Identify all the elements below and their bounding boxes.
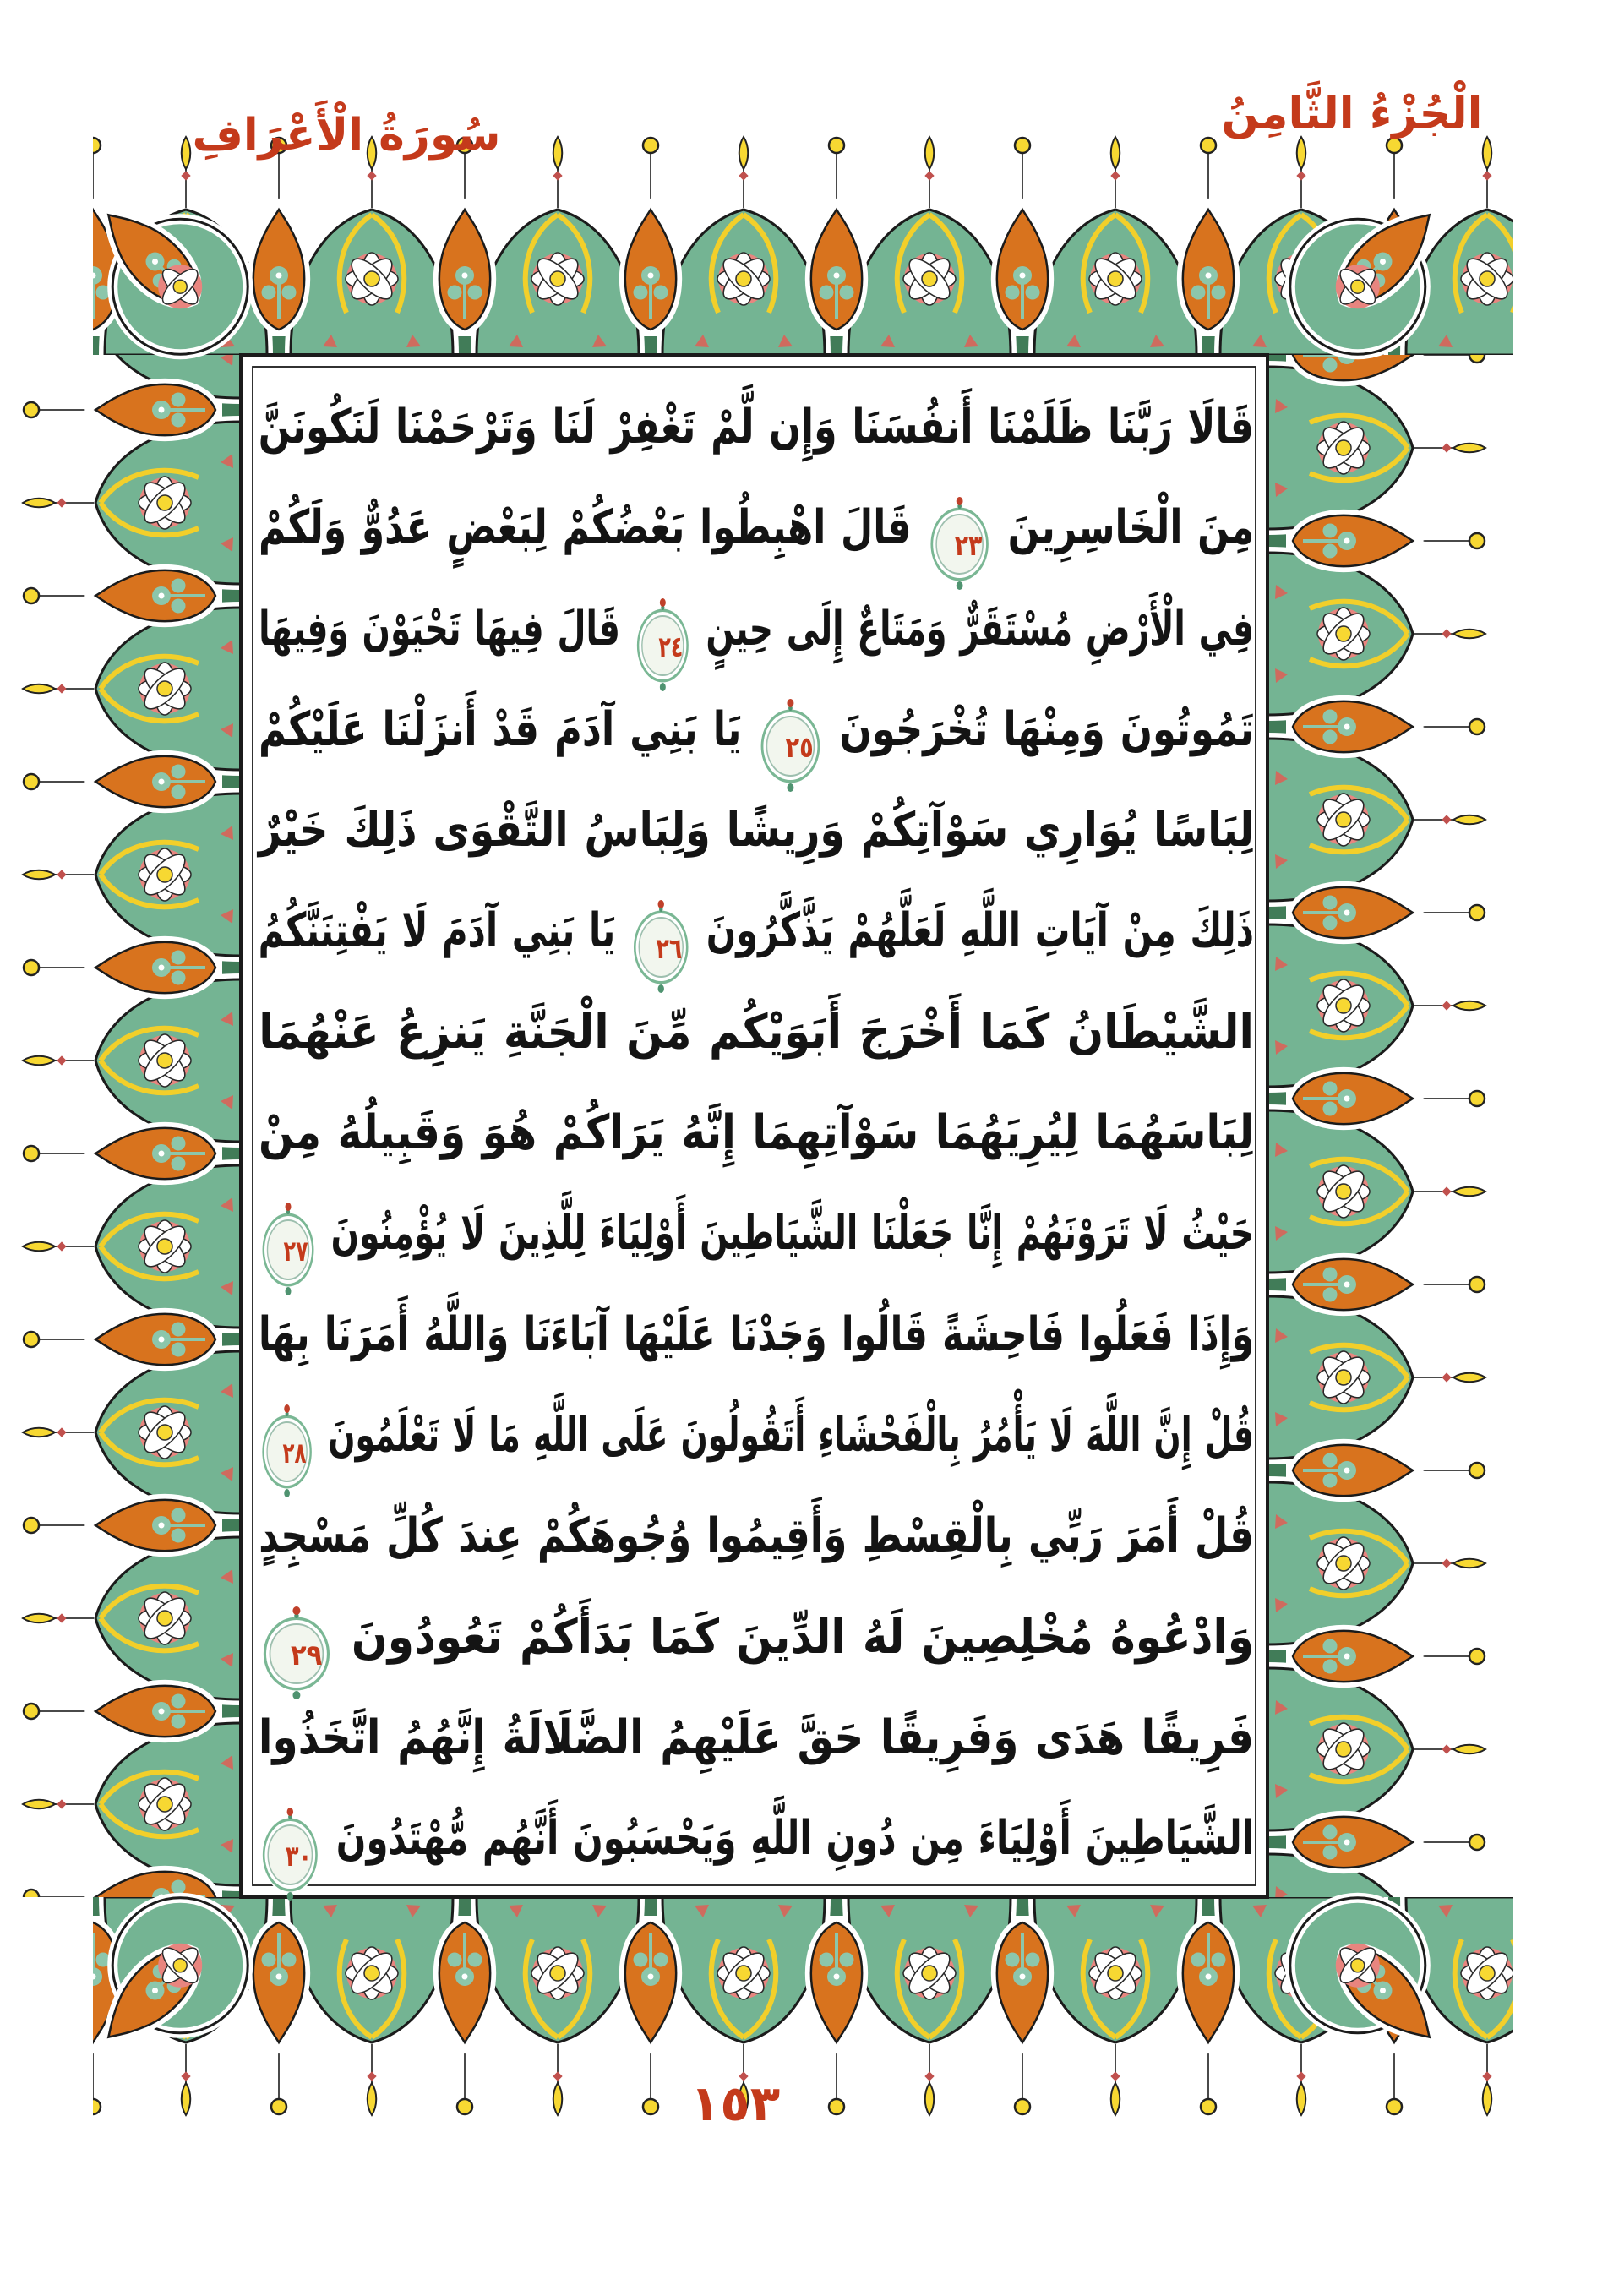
quran-line bbox=[259, 982, 1254, 1083]
ayah-end-marker: ٢٩ bbox=[269, 1623, 324, 1684]
juz-title: الْجُزْءُ الثَّامِنُ bbox=[1221, 89, 1483, 139]
ayah-text: قَالَ اهْبِطُوا بَعْضُكُمْ لِبَعْضٍ عَدُوٌّ وَلَكُمْ bbox=[259, 500, 912, 556]
ayah-text: فَرِيقًا هَدَى وَفَرِيقًا حَقَّ عَلَيْهِمُ الضَّلَالَةُ إِنَّهُمُ اتَّخَذُوا bbox=[258, 1710, 1255, 1765]
ayah-text: فِي الْأَرْضِ مُسْتَقَرٌّ وَمَتَاعٌ إِلَى حِينٍ bbox=[706, 601, 1254, 657]
ayah-end-marker: ٢٤ bbox=[641, 615, 684, 676]
ayah-text: الشَّيْطَانُ كَمَا أَخْرَجَ أَبَوَيْكُم مِّنَ الْجَنَّةِ يَنزِعُ عَنْهُمَا bbox=[259, 1004, 1254, 1060]
ayah-end-marker: ٣٠ bbox=[268, 1824, 313, 1885]
ayah-end-marker: ٢٦ bbox=[638, 917, 683, 978]
ayah-text: قُلْ إِنَّ اللَّهَ لَا يَأْمُرُ بِالْفَحْشَاءِ أَتَقُولُونَ عَلَى اللَّهِ مَا لَا تَعْلَمُونَ bbox=[328, 1407, 1255, 1463]
quran-line bbox=[258, 377, 1254, 477]
quran-lines bbox=[259, 377, 1254, 1890]
ayah-text: وَإِذَا فَعَلُوا فَاحِشَةً قَالُوا وَجَدْنَا عَلَيْهَا آبَاءَنَا وَاللَّهُ أَمَرَنَا بِهَا bbox=[259, 1306, 1255, 1362]
quran-line bbox=[259, 1284, 1255, 1385]
ayah-text: قَالَا رَبَّنَا ظَلَمْنَا أَنفُسَنَا وَإِن لَّمْ تَغْفِرْ لَنَا وَتَرْحَمْنَا لَنَكُونَنَّ bbox=[258, 400, 1254, 455]
ayah-end-marker: ٢٣ bbox=[935, 514, 984, 575]
ayah-text: وَادْعُوهُ مُخْلِصِينَ لَهُ الدِّينَ كَمَا بَدَأَكُمْ تَعُودُونَ bbox=[351, 1609, 1254, 1665]
ayah-text: ذَلِكَ مِنْ آيَاتِ اللَّهِ لَعَلَّهُمْ يَذَّكَّرُونَ bbox=[706, 903, 1254, 959]
quran-line bbox=[258, 1688, 1255, 1788]
ayah-text: يَا بَنِي آدَمَ لَا يَفْتِنَنَّكُمُ bbox=[258, 903, 616, 959]
ayah-end-marker: ٢٧ bbox=[267, 1219, 309, 1280]
surah-title: سُورَةُ الْأَعْرَافِ bbox=[192, 110, 501, 161]
ayah-text: لِبَاسًا يُوَارِي سَوْآتِكُمْ وَرِيشًا وَلِبَاسُ التَّقْوَى ذَلِكَ خَيْرٌ bbox=[258, 803, 1255, 859]
ayah-end-marker: ٢٨ bbox=[266, 1421, 307, 1482]
quran-line bbox=[258, 881, 1254, 981]
quran-line bbox=[286, 1788, 1255, 1889]
quran-line bbox=[290, 1587, 1254, 1688]
ayah-text: لِبَاسَهُمَا لِيُرِيَهُمَا سَوْآتِهِمَا إِنَّهُ يَرَاكُمْ هُوَ وَقَبِيلُهُ مِنْ bbox=[259, 1105, 1254, 1161]
quran-line bbox=[259, 477, 1254, 578]
page-number: ١٥٣ bbox=[689, 2075, 781, 2132]
quran-line bbox=[258, 780, 1255, 881]
ayah-text: مِنَ الْخَاسِرِينَ bbox=[1007, 500, 1254, 556]
ayah-text: قَالَ فِيهَا تَحْيَوْنَ وَفِيهَا bbox=[259, 601, 620, 657]
quran-line bbox=[282, 1385, 1255, 1486]
quran-line bbox=[259, 1486, 1254, 1586]
ayah-text: الشَّيَاطِينَ أَوْلِيَاءَ مِن دُونِ اللَّهِ وَيَحْسَبُونَ أَنَّهُم مُّهْتَدُونَ bbox=[335, 1811, 1255, 1867]
ayah-text: تَمُوتُونَ وَمِنْهَا تُخْرَجُونَ bbox=[839, 701, 1254, 757]
quran-line bbox=[283, 1183, 1255, 1284]
ayah-text: يَا بَنِي آدَمَ قَدْ أَنزَلْنَا عَلَيْكُمْ bbox=[259, 701, 742, 757]
ayah-text: حَيْثُ لَا تَرَوْنَهُمْ إِنَّا جَعَلْنَا الشَّيَاطِينَ أَوْلِيَاءَ لِلَّذِينَ لَا يُؤْمِنُونَ bbox=[330, 1206, 1255, 1262]
quran-line bbox=[259, 1083, 1254, 1183]
ayah-text: قُلْ أَمَرَ رَبِّي بِالْقِسْطِ وَأَقِيمُوا وُجُوهَكُمْ عِندَ كُلِّ مَسْجِدٍ bbox=[259, 1508, 1254, 1564]
quran-line bbox=[259, 679, 1254, 780]
ayah-end-marker: ٢٥ bbox=[766, 716, 815, 777]
quran-line bbox=[259, 579, 1254, 679]
